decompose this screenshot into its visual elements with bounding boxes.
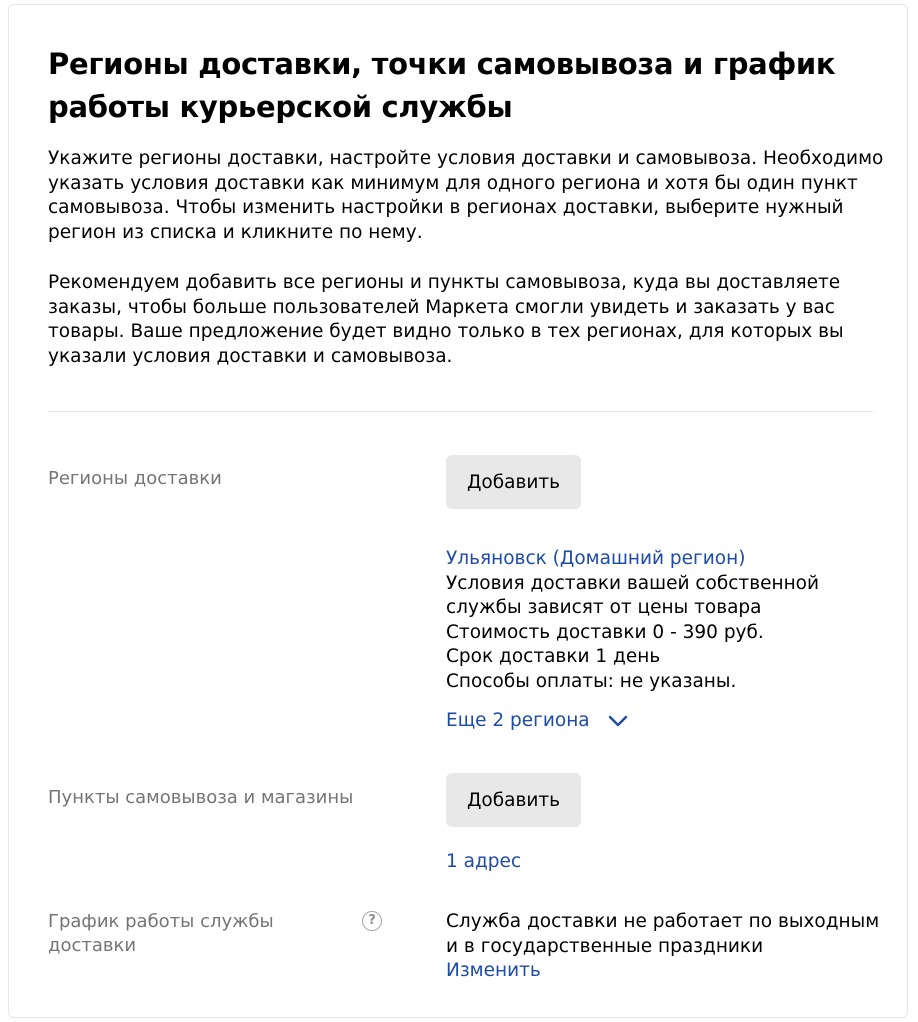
region-condition-line: службы зависят от цены товара bbox=[446, 597, 762, 618]
regions-label: Регионы доставки bbox=[48, 468, 222, 489]
delivery-cost-line: Стоимость доставки 0 - 390 руб. bbox=[446, 621, 764, 643]
intro-paragraph-2: Рекомендуем добавить все регионы и пункты самовывоза, куда вы доставляете заказы, чтобы больше пользователей Маркета смогли увидеть и заказать у вас товары. Ваше предложение будет видно только в тех регионах, для которых вы указали условия доставки и самовывоза. bbox=[48, 272, 844, 367]
page-title: Регионы доставки, точки самовывоза и график работы курьерской службы bbox=[48, 47, 836, 124]
section-divider bbox=[48, 411, 873, 412]
delivery-settings-card bbox=[8, 4, 908, 1018]
add-pickup-button[interactable]: Добавить bbox=[446, 773, 581, 827]
edit-schedule-link[interactable]: Изменить bbox=[446, 960, 541, 981]
chevron-down-icon bbox=[608, 715, 628, 727]
pickup-address-link[interactable]: 1 адрес bbox=[446, 851, 522, 872]
more-regions-toggle[interactable] bbox=[446, 709, 628, 733]
schedule-line: и в государственные праздники bbox=[446, 935, 764, 957]
delivery-time-line: Срок доставки 1 день bbox=[446, 646, 661, 667]
add-region-button[interactable]: Добавить bbox=[446, 455, 581, 509]
payment-methods-line: Способы оплаты: не указаны. bbox=[446, 670, 737, 692]
region-condition-line: Условия доставки вашей собственной bbox=[446, 572, 820, 594]
schedule-info bbox=[446, 910, 896, 984]
question-circle-icon[interactable]: ? bbox=[362, 911, 382, 931]
intro-paragraph-1: Укажите регионы доставки, настройте условия доставки и самовывоза. Необходимо указать условия доставки как минимум для одного региона и хотя бы один пункт самовывоза. Чтобы изменить настройки в регионах доставки, выберите нужный регион из списка и кликните по нему. bbox=[48, 148, 884, 243]
home-region-link[interactable]: Ульяновск (Домашний регион) bbox=[446, 548, 746, 569]
pickup-label: Пункты самовывоза и магазины bbox=[48, 787, 354, 808]
schedule-label: График работы службы доставки bbox=[48, 911, 274, 956]
schedule-line: Служба доставки не работает по выходным bbox=[446, 911, 880, 932]
home-region-info bbox=[446, 547, 886, 694]
more-regions-label: Еще 2 региона bbox=[446, 710, 590, 731]
